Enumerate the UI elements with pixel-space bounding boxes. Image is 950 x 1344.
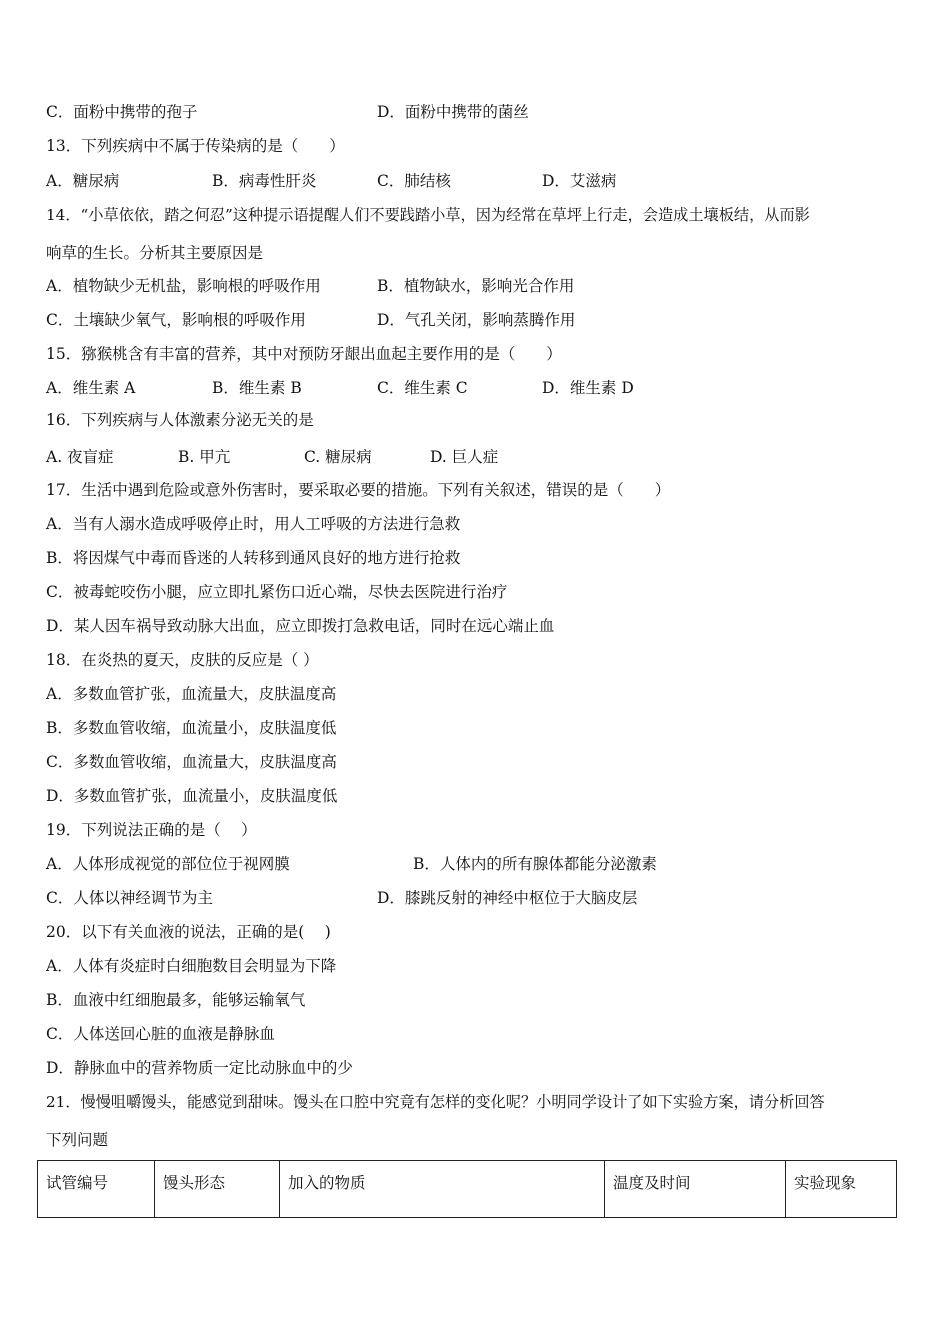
q19-option-d: D．膝跳反射的神经中枢位于大脑皮层 [377, 889, 638, 907]
q13-option-b: B．病毒性肝炎 [212, 172, 317, 190]
q15-option-b: B．维生素 B [212, 379, 302, 397]
q18-option-a: A．多数血管扩张，血流量大，皮肤温度高 [46, 685, 337, 703]
q18-stem: 18．在炎热的夏天，皮肤的反应是（ ） [46, 651, 319, 669]
q15-option-a: A．维生素 A [46, 379, 136, 397]
table-header-cell: 实验现象 [786, 1161, 897, 1218]
q18-option-b: B．多数血管收缩，血流量小，皮肤温度低 [46, 719, 337, 737]
q16-option-d: D. 巨人症 [430, 448, 499, 466]
q13-stem: 13．下列疾病中不属于传染病的是（ ） [46, 137, 345, 155]
q15-option-d: D．维生素 D [542, 379, 634, 397]
q21-stem-line2: 下列问题 [46, 1131, 109, 1149]
q19-option-c: C．人体以神经调节为主 [46, 889, 213, 907]
q17-stem: 17．生活中遇到危险或意外伤害时，要采取必要的措施。下列有关叙述，错误的是（ ） [46, 481, 671, 499]
q18-option-c: C．多数血管收缩，血流量大，皮肤温度高 [46, 753, 337, 771]
q14-option-a: A．植物缺少无机盐，影响根的呼吸作用 [46, 277, 321, 295]
q17-option-a: A．当有人溺水造成呼吸停止时，用人工呼吸的方法进行急救 [46, 515, 461, 533]
q13-option-c: C．肺结核 [377, 172, 451, 190]
q16-option-a: A. 夜盲症 [46, 448, 114, 466]
q15-option-c: C．维生素 C [377, 379, 468, 397]
q15-stem: 15．猕猴桃含有丰富的营养，其中对预防牙龈出血起主要作用的是（ ） [46, 345, 562, 363]
q12-option-c: C．面粉中携带的孢子 [46, 103, 198, 121]
q20-option-a: A．人体有炎症时白细胞数目会明显为下降 [46, 957, 337, 975]
q14-option-c: C．土壤缺少氧气，影响根的呼吸作用 [46, 311, 306, 329]
q16-option-b: B. 甲亢 [178, 448, 231, 466]
q16-option-c: C. 糖尿病 [304, 448, 372, 466]
q14-option-b: B．植物缺水，影响光合作用 [377, 277, 575, 295]
q16-stem: 16．下列疾病与人体激素分泌无关的是 [46, 411, 314, 429]
q19-stem: 19．下列说法正确的是（ ） [46, 821, 257, 839]
q19-option-a: A．人体形成视觉的部位位于视网膜 [46, 855, 290, 873]
q14-stem-line2: 响草的生长。分析其主要原因是 [46, 244, 264, 262]
table-header-cell: 温度及时间 [605, 1161, 786, 1218]
experiment-table [37, 1160, 897, 1218]
q18-option-d: D．多数血管扩张，血流量小，皮肤温度低 [46, 787, 338, 805]
q14-option-d: D．气孔关闭，影响蒸腾作用 [377, 311, 576, 329]
q12-option-d: D．面粉中携带的菌丝 [377, 103, 529, 121]
q20-option-b: B．血液中红细胞最多，能够运输氧气 [46, 991, 306, 1009]
table-header-row [38, 1161, 897, 1218]
q21-stem-line1: 21．慢慢咀嚼馒头，能感觉到甜味。馒头在口腔中究竟有怎样的变化呢？小明同学设计了如下实验方案，请分析回答 [46, 1093, 825, 1111]
q17-option-c: C．被毒蛇咬伤小腿，应立即扎紧伤口近心端，尽快去医院进行治疗 [46, 583, 508, 601]
q20-option-d: D．静脉血中的营养物质一定比动脉血中的少 [46, 1059, 353, 1077]
q20-option-c: C．人体送回心脏的血液是静脉血 [46, 1025, 275, 1043]
q17-option-b: B．将因煤气中毒而昏迷的人转移到通风良好的地方进行抢救 [46, 549, 461, 567]
q13-option-d: D．艾滋病 [542, 172, 617, 190]
q14-stem-line1: 14．“小草依依，踏之何忍”这种提示语提醒人们不要践踏小草，因为经常在草坪上行走，会造成土壤板结，从而影 [46, 206, 810, 224]
table-header-cell: 试管编号 [38, 1161, 155, 1218]
table-header-cell: 加入的物质 [280, 1161, 605, 1218]
q19-option-b: B．人体内的所有腺体都能分泌激素 [413, 855, 657, 873]
q17-option-d: D．某人因车祸导致动脉大出血，应立即拨打急救电话，同时在远心端止血 [46, 617, 555, 635]
table-header-cell: 馒头形态 [155, 1161, 280, 1218]
q13-option-a: A．糖尿病 [46, 172, 120, 190]
q20-stem: 20．以下有关血液的说法，正确的是( ) [46, 923, 331, 941]
